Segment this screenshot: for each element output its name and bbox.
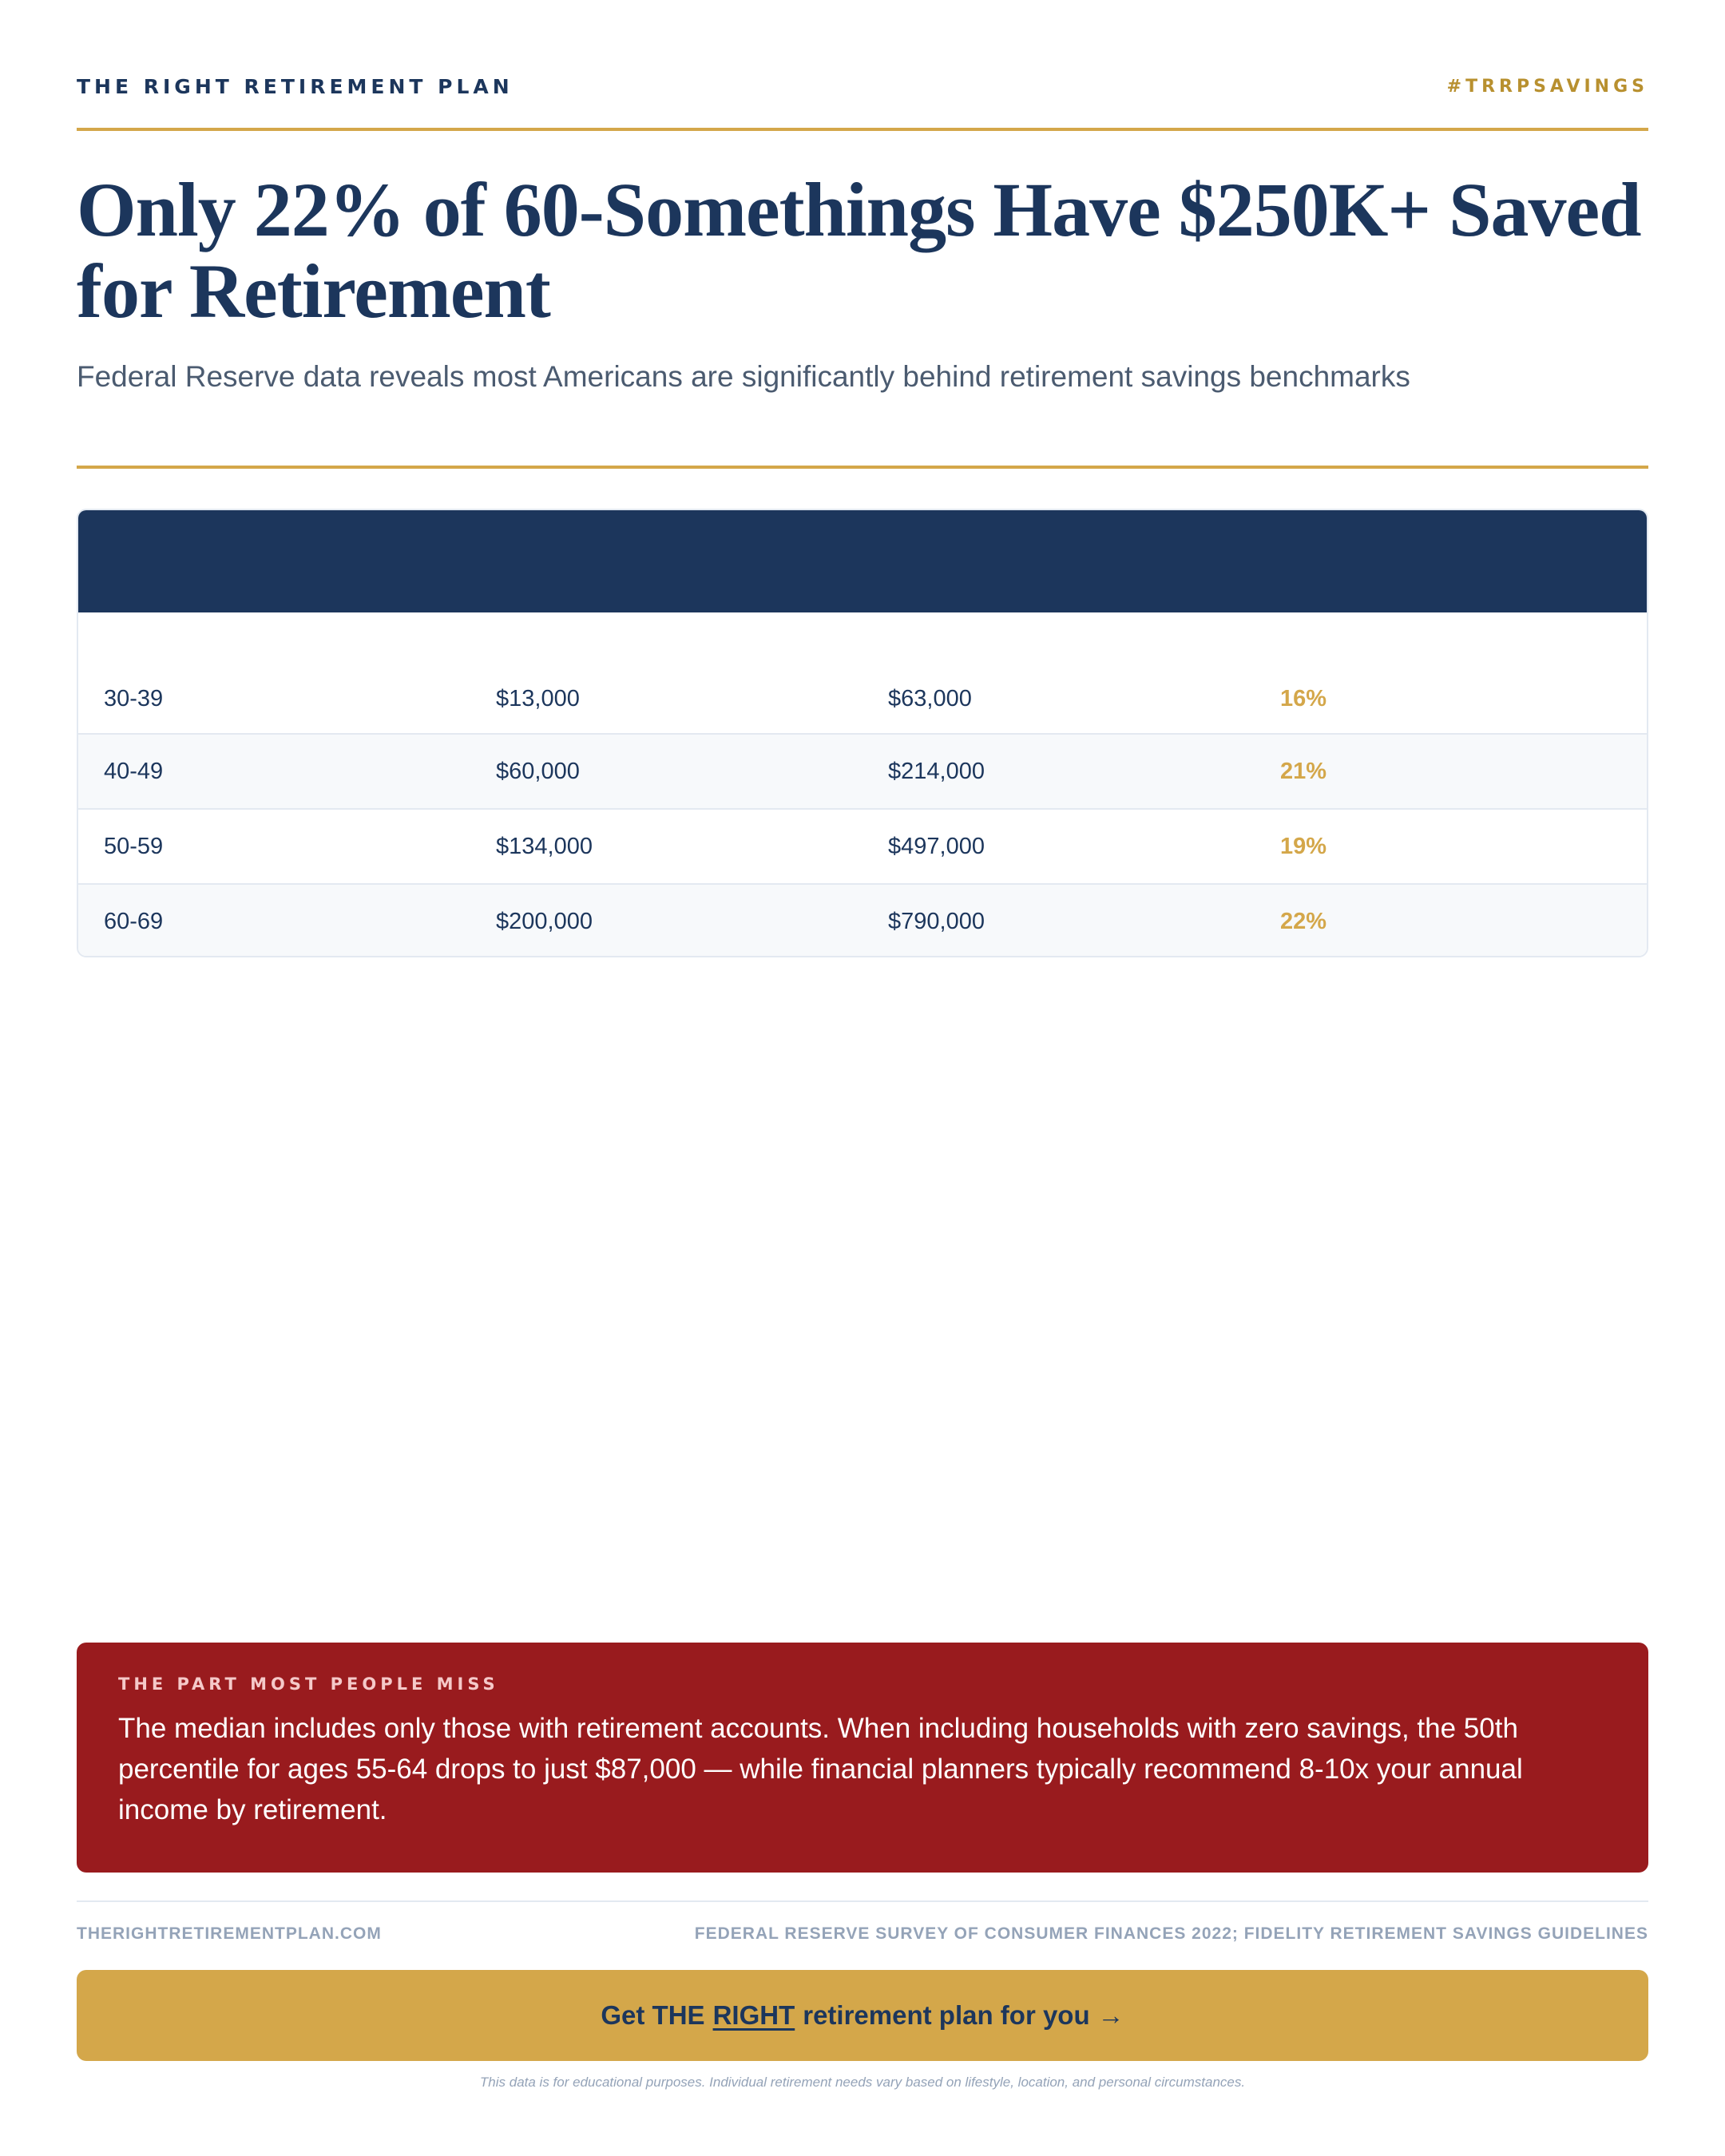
- cell-median: $200,000: [496, 908, 593, 934]
- table-row: [78, 733, 1647, 808]
- site-url: THERIGHTRETIREMENTPLAN.COM: [77, 1924, 382, 1943]
- column-header-age: [78, 510, 470, 612]
- column-header-percent: [1255, 510, 1647, 612]
- callout-body: The median includes only those with retirement accounts. When including households with zero savings, the 50th percentile for ages 55-64 drops to just $87,000 — while financial planners typically recommend 8-10x your annual income by retirement.: [118, 1713, 1523, 1825]
- brand-name: THE RIGHT RETIREMENT PLAN: [77, 74, 514, 98]
- sources: FEDERAL RESERVE SURVEY OF CONSUMER FINANCES 2022; FIDELITY RETIREMENT SAVINGS GUIDELINES: [694, 1924, 1648, 1943]
- cell-average: $63,000: [888, 685, 972, 711]
- table-header: [78, 510, 1647, 612]
- cell-median: $13,000: [496, 685, 580, 711]
- cell-average: $214,000: [888, 758, 985, 784]
- gold-divider-top: [77, 128, 1648, 131]
- arrow-right-icon: →: [1097, 2000, 1124, 2030]
- cell-age: 30-39: [104, 685, 164, 711]
- cell-average: $790,000: [888, 908, 985, 934]
- page-subtitle: Federal Reserve data reveals most Americans are significantly behind retirement savings benchmarks: [77, 360, 1410, 393]
- disclaimer: This data is for educational purposes. Individual retirement needs vary based on lifestyle, location, and personal circumstances.: [479, 2075, 1246, 2090]
- cell-age: 50-59: [104, 833, 164, 859]
- infographic-page: [77, 0, 1648, 2156]
- table-row: [78, 808, 1647, 883]
- top-bar: [77, 70, 1648, 102]
- cell-median: $60,000: [496, 758, 580, 784]
- cell-percent: 22%: [1280, 908, 1327, 934]
- cell-age: 60-69: [104, 908, 164, 934]
- column-header-average: [862, 510, 1255, 612]
- cell-age: 40-49: [104, 758, 164, 784]
- footer: [77, 1924, 1648, 1944]
- cta-emphasis: RIGHT: [712, 2000, 795, 2030]
- table-row: [78, 664, 1647, 733]
- cell-median: $134,000: [496, 833, 593, 859]
- cell-average: $497,000: [888, 833, 985, 859]
- footer-divider: [77, 1900, 1648, 1902]
- column-header-median: [470, 510, 862, 612]
- table-spacer: [78, 612, 1647, 664]
- cta-prefix: Get THE: [601, 2000, 705, 2030]
- cta-button[interactable]: [77, 1970, 1648, 2061]
- savings-table: [77, 509, 1648, 957]
- callout-label: THE PART MOST PEOPLE MISS: [118, 1674, 499, 1694]
- cell-percent: 21%: [1280, 758, 1327, 784]
- cell-percent: 16%: [1280, 685, 1327, 711]
- hashtag: #TRRPSAVINGS: [1446, 76, 1648, 97]
- gold-divider-bottom: [77, 466, 1648, 469]
- table-row: [78, 883, 1647, 957]
- cell-percent: 19%: [1280, 833, 1327, 859]
- cta-suffix: retirement plan for you: [803, 2000, 1090, 2030]
- callout-box: [77, 1643, 1648, 1873]
- page-title: Only 22% of 60-Somethings Have $250K+ Saved for Retirement: [77, 167, 1641, 334]
